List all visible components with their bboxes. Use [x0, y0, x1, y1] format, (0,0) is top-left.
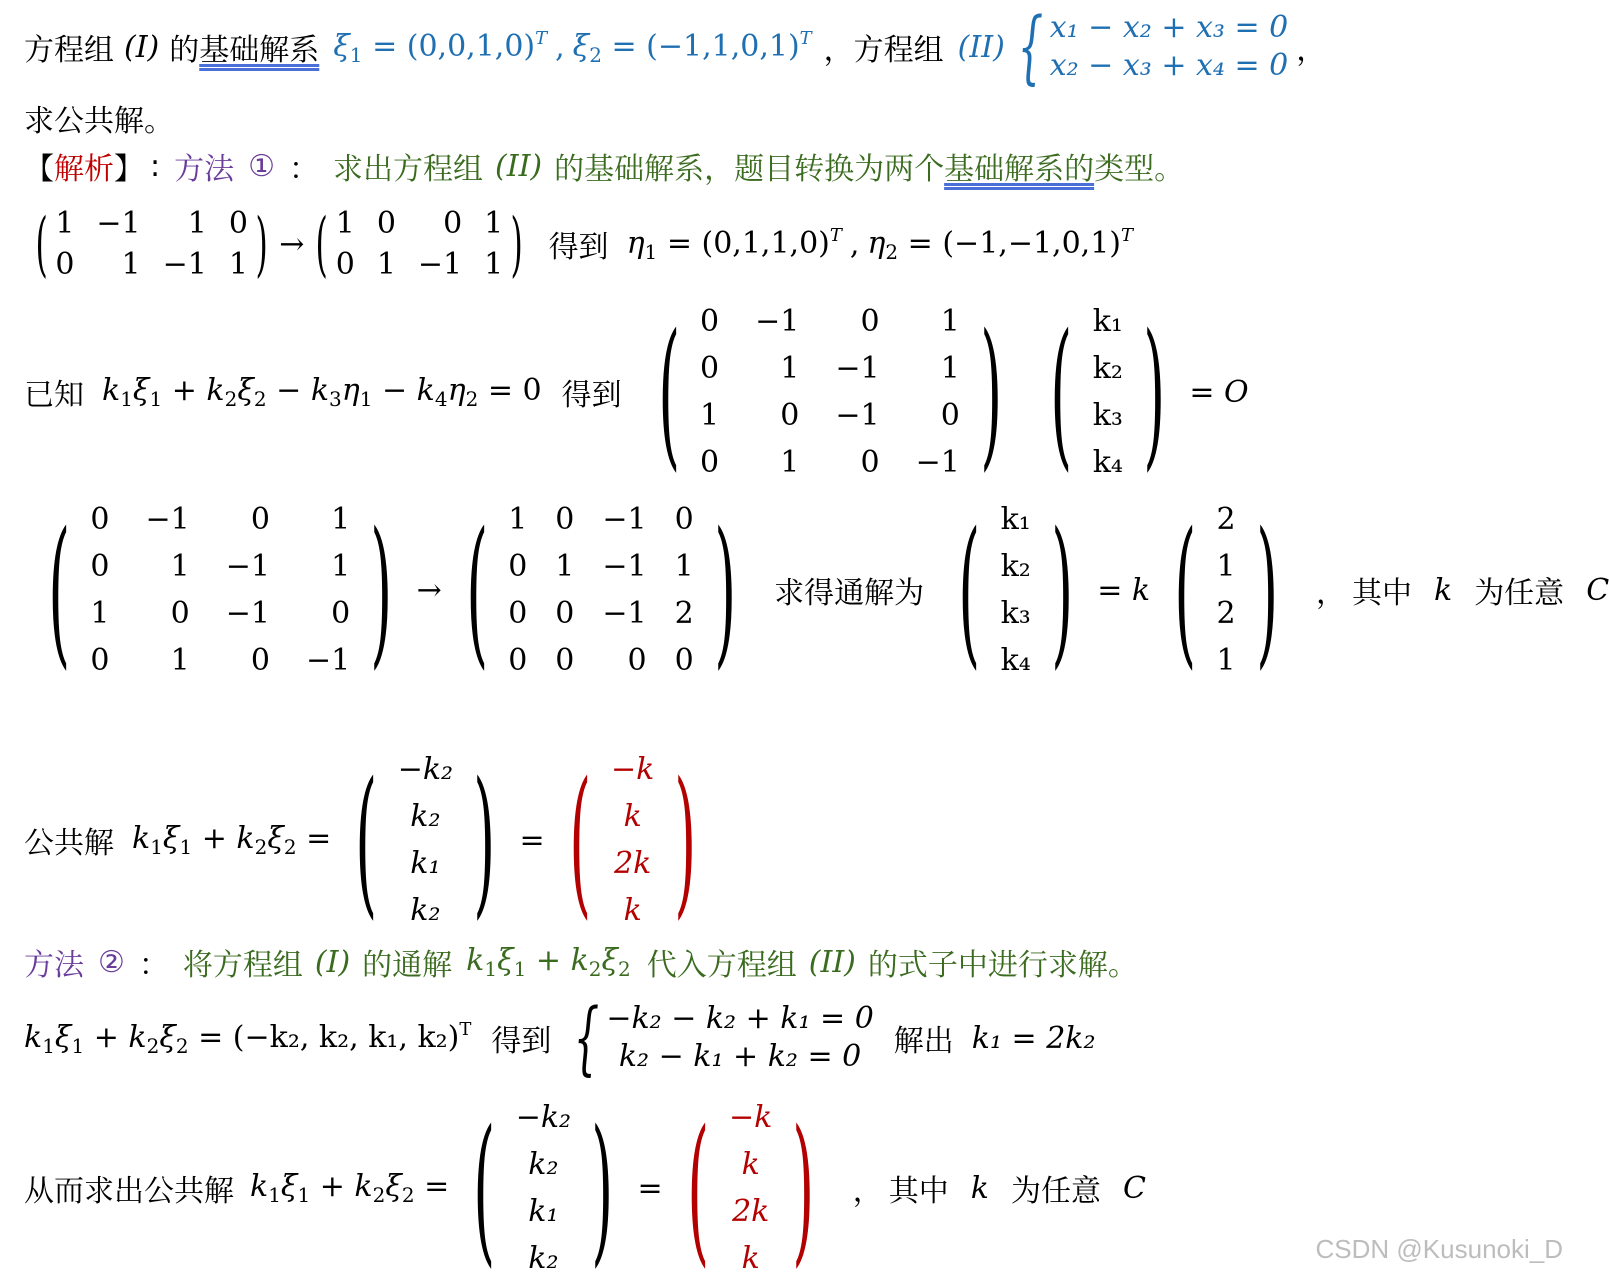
matrix-cell: 0: [376, 206, 396, 241]
matrix-cell: 0: [674, 502, 694, 538]
matrix-cell: 2: [674, 595, 694, 631]
matrix-cell: −1: [602, 502, 647, 538]
matrix-cell: 0: [555, 502, 575, 538]
text: 方程组: [24, 33, 114, 68]
left-brace-icon: {: [1017, 0, 1043, 93]
vector-k: ( k₁ k₂ k₃ k₄ ): [958, 496, 1073, 684]
matrix-cell: 1: [121, 247, 141, 282]
matrix-cell: −1: [225, 595, 270, 631]
watermark: CSDN @Kusunoki_D: [1315, 1234, 1563, 1264]
line-7: [24, 746, 721, 934]
comma: ,: [849, 226, 860, 262]
matrix-cell: 0: [940, 397, 960, 433]
matrix-cell: 0: [331, 595, 351, 631]
matrix-cell: 1: [674, 549, 694, 585]
matrix-cell: −k₂: [397, 752, 454, 788]
vector-grid: [611, 747, 654, 934]
equals: =: [637, 1170, 663, 1206]
matrix-cell: −1: [162, 247, 207, 282]
matrix-cell: 1: [940, 351, 960, 387]
matrix-cell: −1: [835, 397, 880, 433]
xi2-formula: $\xi_2 = (-1,1,0,1)^T$: [572, 27, 812, 67]
matrix-cell: 0: [508, 595, 528, 631]
matrix-cell: 0: [508, 642, 528, 678]
matrix-cell: 0: [443, 206, 463, 241]
arrow: →: [416, 572, 442, 608]
line-9: [24, 991, 1096, 1084]
bracket: 【: [24, 152, 54, 187]
text: ，: [1296, 33, 1327, 68]
arrow: →: [279, 226, 305, 262]
eq-k: = k: [1097, 572, 1151, 608]
matrix-cell: 2k: [614, 845, 652, 881]
method-number: ②: [98, 944, 125, 980]
linear-combination: $k_1\xi_1 + k_2\xi_2$ =: [132, 821, 332, 859]
text: 的式子中进行求解。: [867, 948, 1138, 983]
vector-grid: [729, 1095, 772, 1282]
matrix-grid: [336, 203, 504, 285]
matrix-cell: 0: [508, 549, 528, 585]
matrix-grid: [90, 497, 350, 684]
text: 其中: [888, 1174, 949, 1209]
matrix-cell: 0: [780, 397, 800, 433]
eta1-formula: $\eta_1 = (0,1,1,0)^T$: [626, 224, 842, 264]
substitution: $k_1\xi_1 + k_2\xi_2 = (-k_2$, k₂, k₁, k₂)$^T$: [24, 1018, 472, 1058]
matrix-cell: 1: [187, 206, 207, 241]
matrix-cell: 0: [700, 304, 720, 340]
matrix-cell: −k: [611, 752, 655, 788]
text: 其中: [1352, 576, 1412, 611]
matrix-4x4: ( 1 0 −1 0 0 1 −1 1 0 0 −1 2 0 0 0 0 ): [466, 496, 736, 684]
matrix-cell: 0: [860, 444, 880, 480]
xi1-formula: $\xi_1 = (0,0,1,0)^T$: [333, 27, 548, 67]
text: 类型。: [1094, 152, 1185, 187]
matrix-cell: −1: [755, 304, 800, 340]
text: ，: [1316, 576, 1346, 611]
matrix-grid: [55, 203, 248, 285]
colon: ：: [289, 152, 320, 187]
matrix-cell: −k: [729, 1100, 773, 1136]
matrix-cell: 1: [170, 549, 190, 585]
line-8: [24, 942, 1138, 982]
matrix-cell: 0: [555, 642, 575, 678]
matrix-cell: 1: [90, 595, 110, 631]
matrix-cell: −1: [602, 595, 647, 631]
text: 的: [169, 33, 200, 68]
matrix-cell: k₄: [1000, 642, 1031, 678]
matrix-cell: k₄: [1092, 444, 1123, 480]
matrix-cell: 1: [940, 304, 960, 340]
matrix-cell: 1: [170, 642, 190, 678]
rhs: = O: [1189, 374, 1249, 410]
matrix-cell: k: [741, 1240, 760, 1276]
question-text: 求公共解。: [24, 104, 174, 139]
text: 的通解: [362, 948, 453, 983]
analysis-label: 解析: [54, 152, 114, 187]
matrix-cell: 0: [228, 206, 248, 241]
text: 求得通解为: [774, 576, 925, 611]
equation: x₂ − x₃ + x₄ = 0: [1049, 48, 1289, 83]
matrix-cell: k₂: [528, 1240, 559, 1276]
text: 将方程组: [182, 948, 303, 983]
line-4: [24, 204, 1133, 284]
matrix-cell: k: [623, 892, 642, 928]
matrix-cell: k₂: [410, 892, 441, 928]
matrix-cell: 1: [55, 206, 75, 241]
matrix-cell: 0: [627, 642, 647, 678]
matrix-cell: −1: [835, 351, 880, 387]
matrix-cell: k₃: [1000, 595, 1031, 631]
matrix-cell: 1: [331, 549, 351, 585]
matrix-cell: 1: [228, 247, 248, 282]
matrix-cell: 1: [1216, 642, 1236, 678]
matrix-cell: k₁: [528, 1193, 559, 1229]
matrix-cell: 1: [780, 444, 800, 480]
c-variable: C: [1122, 1170, 1146, 1206]
matrix-cell: 1: [376, 247, 396, 282]
text: 为任意: [1474, 576, 1565, 611]
left-brace-icon: {: [574, 991, 600, 1084]
matrix-cell: 0: [170, 595, 190, 631]
matrix-cell: 1: [484, 206, 504, 241]
colon: :: [150, 148, 161, 184]
matrix-cell: k: [623, 799, 642, 835]
text: 从而求出公共解: [24, 1174, 234, 1209]
matrix-cell: k₁: [1092, 304, 1123, 340]
linear-combination: $k_1\xi_1 + k_2\xi_2 - k_3\eta_1 - k_4\eta_2 = 0$: [102, 373, 542, 411]
matrix-2x4: ( 1 −1 1 0 0 1 −1 1 ): [35, 203, 268, 285]
vector-grid: [398, 747, 453, 934]
equation: k₂ − k₁ + k₂ = 0: [618, 1039, 862, 1074]
method-label: 方法: [24, 948, 84, 983]
method-label: 方法: [174, 152, 235, 187]
matrix-cell: k₂: [410, 799, 441, 835]
solution-vector: ( 2 1 2 1 ): [1174, 496, 1278, 684]
matrix-cell: 2: [1216, 595, 1236, 631]
result-vector: ( −k k 2k k ): [568, 746, 697, 934]
matrix-cell: 1: [780, 351, 800, 387]
matrix-cell: 0: [90, 549, 110, 585]
line-2: [24, 98, 174, 138]
vector-grid: [1093, 299, 1123, 486]
matrix-cell: 2k: [732, 1193, 770, 1229]
matrix-cell: 0: [674, 642, 694, 678]
matrix-cell: −1: [602, 549, 647, 585]
vector: ( −k₂ k₂ k₁ k₂ ): [473, 1094, 614, 1282]
result-vector: ( −k k 2k k ): [686, 1094, 815, 1282]
vector-grid: [1216, 497, 1235, 684]
matrix-cell: k₂: [528, 1147, 559, 1183]
matrix-cell: 0: [90, 502, 110, 538]
text: 已知: [24, 378, 84, 413]
matrix-cell: 0: [700, 444, 720, 480]
text: 求出方程组: [333, 152, 484, 187]
matrix-cell: 0: [860, 304, 880, 340]
system-label: (II): [957, 29, 1005, 65]
vector-grid: [516, 1095, 571, 1282]
text: ，方程组: [823, 33, 944, 68]
matrix-cell: 1: [555, 549, 575, 585]
matrix-cell: k₂: [1000, 549, 1031, 585]
eta2-formula: $\eta_2 = (-1,-1,0,1)^T$: [867, 224, 1134, 264]
matrix-cell: k₃: [1092, 397, 1123, 433]
text: 得到: [561, 378, 622, 413]
matrix-cell: 1: [508, 502, 528, 538]
matrix-cell: k₁: [1000, 502, 1031, 538]
matrix-cell: −k₂: [515, 1100, 572, 1136]
system-label: (I): [314, 944, 351, 980]
line-6: [24, 496, 1609, 684]
matrix-cell: 0: [55, 247, 75, 282]
text: 的基础解系，题目转换为两个: [554, 152, 945, 187]
matrix-cell: −1: [145, 502, 190, 538]
matrix-cell: −1: [915, 444, 960, 480]
equals: =: [519, 822, 545, 858]
matrix-cell: 1: [335, 206, 355, 241]
matrix-cell: 0: [555, 595, 575, 631]
bracket: 】: [114, 152, 144, 187]
line-5: [24, 298, 1249, 486]
line-3: [24, 146, 1184, 186]
comma: ,: [555, 29, 565, 65]
matrix-4x4: ( 0 −1 0 1 0 1 −1 1 1 0 −1 0 0 1 0 −1 ): [48, 496, 393, 684]
result: k₁ = 2k₂: [971, 1020, 1096, 1056]
text: 得到: [491, 1024, 552, 1059]
text: 解出: [893, 1024, 954, 1059]
colon: ：: [138, 948, 169, 983]
matrix-cell: −1: [417, 247, 463, 282]
equation-system: [1005, 0, 1289, 93]
underlined-term: 基础解系: [199, 33, 320, 68]
matrix-cell: 1: [484, 247, 504, 282]
system-label: (I): [124, 29, 160, 65]
vector-grid: [1001, 497, 1031, 684]
text: 为任意: [1010, 1174, 1101, 1209]
matrix-cell: 0: [250, 642, 270, 678]
matrix-cell: −1: [96, 206, 141, 241]
matrix-cell: 0: [90, 642, 110, 678]
matrix-cell: k₂: [1092, 351, 1123, 387]
underlined-term: 基础解系的: [944, 152, 1095, 187]
text: ，: [852, 1174, 883, 1209]
matrix-cell: k: [741, 1147, 760, 1183]
matrix-cell: −1: [225, 549, 270, 585]
method-number: ①: [248, 148, 276, 184]
equation: x₁ − x₂ + x₃ = 0: [1049, 10, 1289, 45]
text: 公共解: [24, 826, 114, 861]
matrix-cell: 1: [700, 397, 720, 433]
c-variable: C: [1586, 572, 1609, 608]
system-label: (II): [808, 944, 856, 980]
matrix-grid: [508, 497, 694, 684]
matrix-2x4: ( 1 0 0 1 0 1 −1 1 ): [315, 203, 524, 285]
line-10: [24, 1094, 1146, 1282]
linear-combination: $k_1\xi_1 + k_2\xi_2$ =: [250, 1169, 450, 1207]
equation-system: [561, 991, 874, 1084]
matrix-cell: 0: [700, 351, 720, 387]
matrix-cell: 0: [250, 502, 270, 538]
matrix-4x4: ( 0 −1 0 1 0 1 −1 1 1 0 −1 0 0 1 0 −1 ): [657, 298, 1002, 486]
system-label: (II): [495, 148, 543, 184]
line-1: [24, 0, 1327, 93]
matrix-cell: k₁: [410, 845, 441, 881]
matrix-cell: 2: [1216, 502, 1236, 538]
matrix-grid: [700, 299, 960, 486]
equation: −k₂ − k₂ + k₁ = 0: [606, 1001, 874, 1036]
matrix-cell: 1: [1216, 549, 1236, 585]
text: 代入方程组: [646, 948, 797, 983]
general-solution: $k_1\xi_1 + k_2\xi_2$: [466, 943, 631, 981]
matrix-cell: 1: [331, 502, 351, 538]
matrix-cell: 0: [335, 247, 355, 282]
matrix-cell: −1: [305, 642, 351, 678]
vector: ( −k₂ k₂ k₁ k₂ ): [355, 746, 496, 934]
k-variable: k: [970, 1170, 989, 1206]
text: 得到: [548, 230, 609, 265]
vector-k: ( k₁ k₂ k₃ k₄ ): [1050, 298, 1166, 486]
k-variable: k: [1434, 572, 1453, 608]
